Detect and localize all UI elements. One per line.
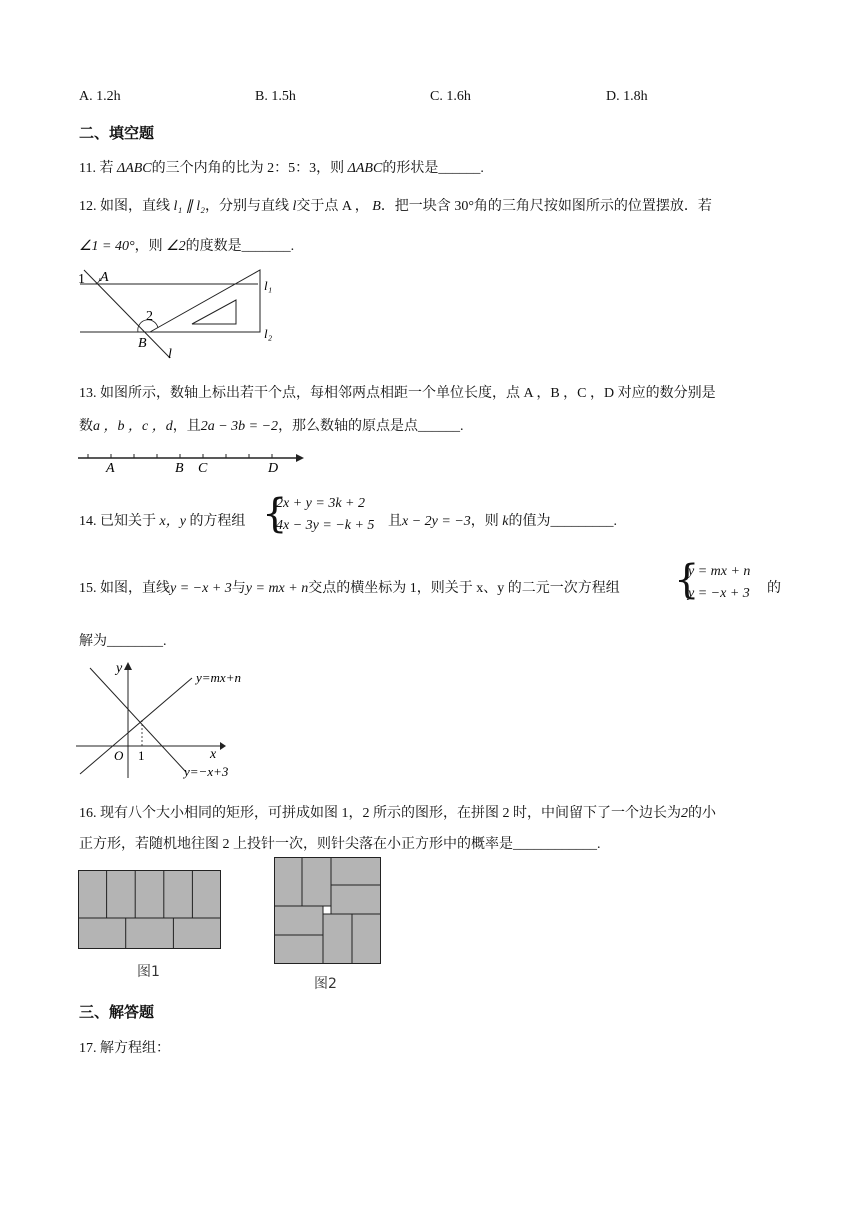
q16-figure-2-caption: 图2 <box>314 976 337 992</box>
q16-figure-2 <box>274 857 382 965</box>
q14-text-a: 14. 已知关于 <box>79 514 156 529</box>
q14-xy: x，y <box>159 514 186 529</box>
q14-k: k <box>502 514 509 529</box>
q13-text-c: ，那么数轴的原点是点______. <box>278 419 464 434</box>
q14-and: 且 <box>388 514 402 529</box>
q12-text-e: 角的三角尺按如图所示的位置摆放．若 <box>473 199 712 214</box>
q11-triangle: ΔABC <box>116 161 152 176</box>
option-d: D. 1.8h <box>606 89 648 104</box>
q13-label-a: A <box>106 461 115 474</box>
option-c: C. 1.6h <box>430 89 471 104</box>
q12-text-g: 的度数是_______. <box>185 239 295 254</box>
question-17: 17. 解方程组： <box>79 1041 170 1056</box>
q15-eq1: y = mx + n <box>688 564 751 579</box>
q12-line-l: l <box>292 199 297 214</box>
q12-angle1: ∠1 = 40° <box>79 239 135 254</box>
q15-and: 与 <box>231 581 246 596</box>
q12-parallel: l₁ ∥ l₂ <box>173 199 206 214</box>
option-b: B. 1.5h <box>255 89 296 104</box>
q16-two: 2 <box>681 806 688 821</box>
question-15-line-2: 解为________. <box>79 634 167 649</box>
q13-vars: a ，b ，c ，d <box>93 419 173 434</box>
q15-axis-x: x <box>210 747 217 762</box>
question-11 <box>79 157 484 177</box>
q12-text-a: 12. 如图，直线 <box>79 199 170 214</box>
q13-text-b: ，且 <box>172 419 201 434</box>
q15-origin: O <box>114 748 124 763</box>
q12-text-c: 交于点 A ， <box>296 199 369 214</box>
q11-triangle-2: ΔABC <box>347 161 383 176</box>
q14-text-b: 的方程组 <box>189 514 246 529</box>
q15-line1: y = −x + 3 <box>170 581 232 596</box>
q13-number-line <box>78 446 304 474</box>
q14-eq3: x − 2y = −3 <box>402 514 471 529</box>
q12-point-b: B <box>372 199 381 214</box>
q13-label-d: D <box>268 461 279 474</box>
q12-text-b: ，分别与直线 <box>205 199 290 214</box>
q15-de: 的 <box>767 581 781 596</box>
q15-eq2: y = −x + 3 <box>688 586 750 601</box>
q15-label-ymx: y=mx+n <box>196 670 241 685</box>
q15-line2: y = mx + n <box>245 581 309 596</box>
q14-eq2: 4x − 3y = −k + 5 <box>276 518 375 533</box>
q12-fig-label-b: B <box>138 336 147 351</box>
q16-figure-1-caption: 图1 <box>137 964 160 980</box>
question-16-line-2: 正方形，若随机地往图 2 上投针一次，则针尖落在小正方形中的概率是____________. <box>79 837 601 852</box>
q15-brace: { <box>674 557 700 603</box>
q15-label-ynx: y=−x+3 <box>184 764 229 779</box>
q13-equation: 2a − 3b = −2 <box>200 419 279 434</box>
option-a: A. 1.2h <box>79 89 121 104</box>
q13-label-c: C <box>198 461 208 474</box>
q15-text-b: 交点的横坐标为 1，则关于 x、y 的二元一次方程组 <box>308 581 620 596</box>
q12-fig-label-2: 2 <box>146 309 153 324</box>
section-title-solve: 三、解答题 <box>79 1003 155 1021</box>
question-14-post <box>388 510 617 530</box>
q16-figure-1 <box>78 870 222 950</box>
question-16-line-1 <box>79 802 716 822</box>
q11-ratio: 2：5：3 <box>267 161 317 176</box>
q15-figure <box>76 660 276 780</box>
q14-system <box>276 493 374 537</box>
q11-mid2: ，则 <box>316 161 345 176</box>
q14-text-c: ，则 <box>470 514 499 529</box>
q15-one: 1 <box>138 748 145 763</box>
q11-end: 的形状是______. <box>382 161 484 176</box>
q16-text-b: 的小 <box>688 806 716 821</box>
q15-text-a: 15. 如图，直线 <box>79 581 170 596</box>
q15-system <box>688 561 750 605</box>
question-15-pre <box>79 577 620 597</box>
q12-text-f: ，则 <box>134 239 163 254</box>
q11-mid: 的三个内角的比为 <box>151 161 264 176</box>
q11-num: 11. 若 <box>79 161 114 176</box>
q16-text-a: 16. 现有八个大小相同的矩形，可拼成如图 1，2 所示的图形，在拼图 2 时，中间留下了一个边长为 <box>79 806 681 821</box>
question-13-line-2 <box>79 415 464 435</box>
q12-fig-label-l2: l₂ <box>264 326 273 341</box>
q12-angle2: ∠2 <box>166 239 186 254</box>
q12-text-d: ．把一块含 <box>380 199 451 214</box>
question-14-pre <box>79 510 245 530</box>
section-title-fill-blank: 二、填空题 <box>79 124 155 142</box>
q12-fig-label-l: l <box>168 347 172 362</box>
q12-figure <box>78 266 288 362</box>
q14-brace: { <box>262 491 288 537</box>
question-13-line-1: 13. 如图所示，数轴上标出若干个点，每相邻两点相距一个单位长度，点 A ，B ，C ，D 对应的数分别是 <box>79 386 716 401</box>
q12-fig-label-a: A <box>100 270 109 285</box>
q12-degree: 30° <box>454 199 474 214</box>
q13-label-b: B <box>175 461 184 474</box>
q12-fig-label-l1: l₁ <box>264 278 273 293</box>
q14-text-d: 的值为_________. <box>508 514 617 529</box>
q15-axis-y: y <box>116 661 123 676</box>
question-12-line-1 <box>79 195 712 215</box>
q13-text-a: 数 <box>79 419 93 434</box>
question-12-line-2 <box>79 235 294 255</box>
q12-fig-label-1: 1 <box>78 272 85 287</box>
q14-eq1: 2x + y = 3k + 2 <box>276 496 365 511</box>
